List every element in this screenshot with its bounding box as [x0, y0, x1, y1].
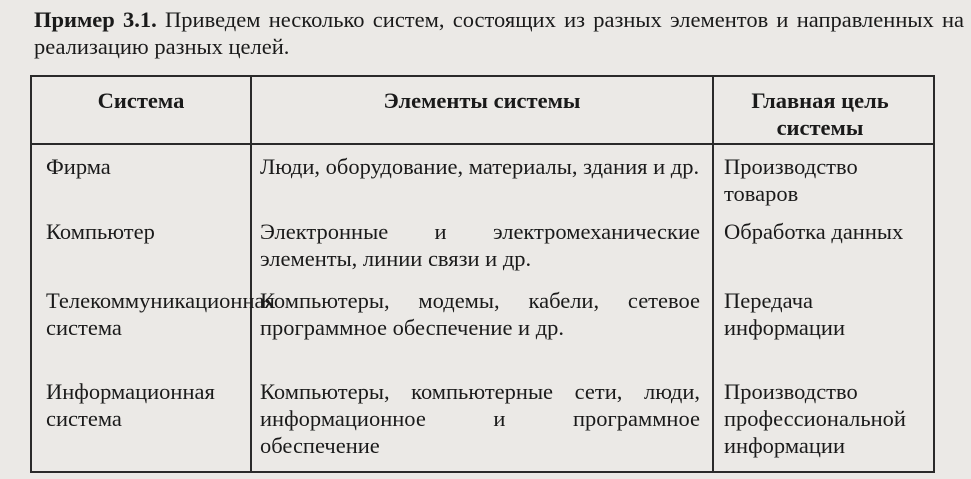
row-1-goal: Производство товаров: [724, 154, 858, 206]
row-1-system: Фирма: [46, 154, 111, 179]
row-4-goal: Производство профессиональной информации: [724, 379, 906, 458]
header-system: Система: [97, 88, 185, 113]
row-2-goal: Обработка данных: [724, 219, 904, 244]
header-goal: Главная цель системы: [751, 88, 889, 140]
header-divider: [32, 143, 933, 145]
header-elements: Элементы системы: [383, 88, 581, 113]
example-label: Пример 3.1.: [34, 7, 157, 32]
row-1-elements: Люди, оборудование, материалы, здания и др.: [260, 154, 700, 179]
row-3-system: Телекоммуникационная система: [46, 288, 275, 340]
column-divider-2: [712, 77, 714, 471]
example-text: Приведем несколько систем, состоящих из разных элементов и направленных на реализацию разных целей.: [34, 7, 964, 59]
row-4-elements: Компьютеры, компьютерные сети, люди, информационное и программное обеспечение: [260, 379, 700, 458]
row-4-system: Информационная система: [46, 379, 215, 431]
row-2-elements: Электронные и электромеханические элементы, линии связи и др.: [260, 219, 700, 271]
column-divider-1: [250, 77, 252, 471]
example-intro: [34, 6, 964, 60]
row-3-goal: Передача информации: [724, 288, 846, 340]
systems-table: [30, 75, 935, 473]
row-3-elements: Компьютеры, модемы, кабели, сетевое программное обеспечение и др.: [260, 288, 700, 340]
row-2-system: Компьютер: [46, 219, 155, 244]
